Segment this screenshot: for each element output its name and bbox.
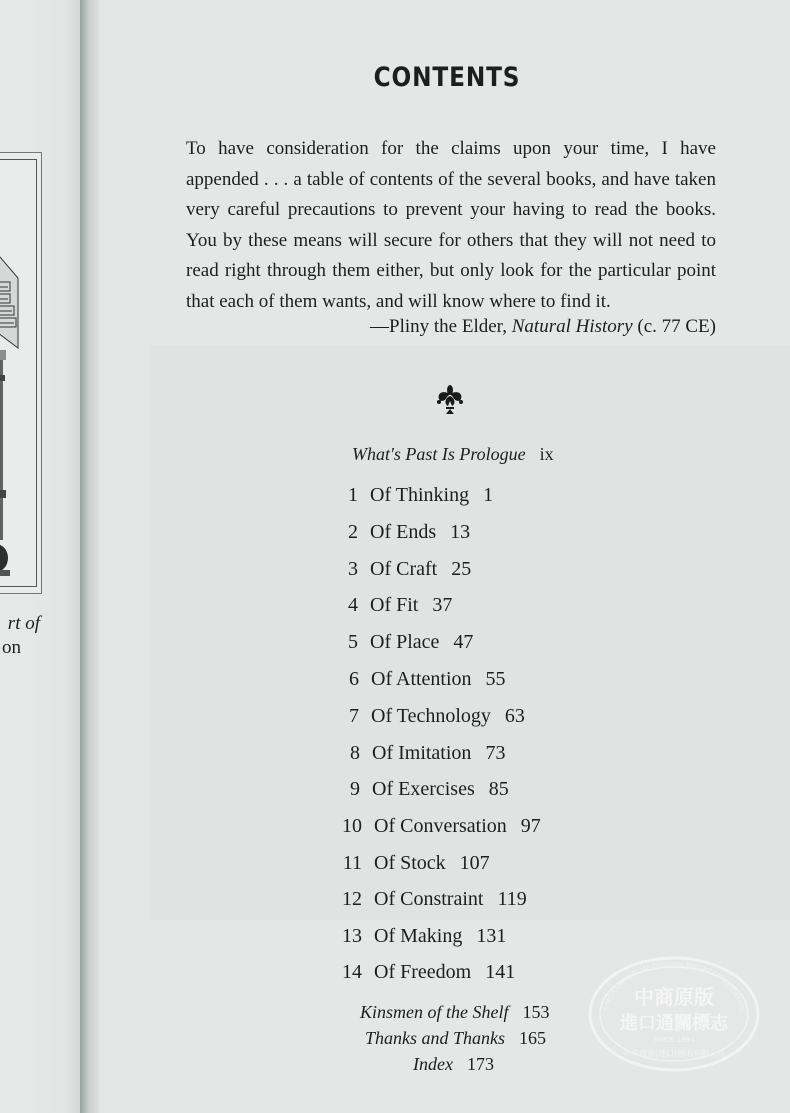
- left-caption-line1: rt of: [7, 613, 40, 634]
- book-gutter: [80, 0, 102, 1113]
- toc-chapter-13[interactable]: 13 Of Making 131: [342, 925, 507, 947]
- toc-prologue-title: What's Past Is Prologue: [352, 444, 526, 464]
- toc-chapter-9[interactable]: 9 Of Exercises 85: [350, 778, 509, 800]
- column-engraving-icon: [0, 160, 38, 588]
- toc-chapter-4[interactable]: 4 Of Fit 37: [348, 594, 453, 616]
- attribution-prefix: —Pliny the Elder,: [370, 316, 512, 337]
- toc-chapter-10[interactable]: 10 Of Conversation 97: [342, 815, 541, 837]
- attribution-work: Natural History: [511, 316, 633, 337]
- toc-entry-index[interactable]: Index 173: [413, 1054, 494, 1074]
- stamp-since: SINCE 1994: [653, 1036, 695, 1044]
- toc-chapter-11[interactable]: 11 Of Stock 107: [342, 852, 490, 874]
- page-title: CONTENTS: [373, 62, 521, 93]
- attribution-suffix: (c. 77 CE): [632, 316, 716, 337]
- toc-chapter-6[interactable]: 6 Of Attention 55: [349, 668, 506, 690]
- toc-chapter-7[interactable]: 7 Of Technology 63: [349, 705, 525, 727]
- epigraph-attribution: [186, 316, 716, 338]
- toc-chapter-5[interactable]: 5 Of Place 47: [348, 631, 474, 653]
- toc-entry-thanks[interactable]: Thanks and Thanks 165: [365, 1028, 547, 1048]
- left-page: [0, 0, 92, 1113]
- stamp-ring-text: SINO-COMMERCIAL ORIGINAL IMPORT CERTIFICATION: [602, 959, 746, 1013]
- toc-chapter-14[interactable]: 14 Of Freedom 141: [342, 961, 516, 983]
- import-certification-stamp: [586, 952, 762, 1072]
- stamp-bottom-text: 中华商务(进口)图书有限公司: [622, 1049, 726, 1058]
- toc-prologue-page: ix: [539, 444, 554, 464]
- fleuron-icon: [434, 384, 466, 416]
- left-caption-line2: on: [2, 637, 21, 658]
- left-page-caption: [0, 612, 40, 660]
- toc-entry-prologue[interactable]: [352, 444, 554, 465]
- toc-chapter-8[interactable]: 8 Of Imitation 73: [350, 742, 506, 764]
- toc-chapter-2[interactable]: 2 Of Ends 13: [348, 521, 471, 543]
- stamp-line1: 中商原版: [634, 985, 714, 1009]
- epigraph: [186, 134, 716, 317]
- toc-chapter-1[interactable]: 1 Of Thinking 1: [348, 484, 494, 506]
- toc-chapter-12[interactable]: 12 Of Constraint 119: [342, 888, 527, 910]
- toc-entry-kinsmen[interactable]: Kinsmen of the Shelf 153: [360, 1002, 550, 1022]
- epigraph-text: To have consideration for the claims upon your time, I have appended . . . a table of contents of the several books, and have taken very careful precautions to prevent your having to read the books. You by these means will secure for others that they will not need to read right through them either, but only look for the particular point that each of them wants, and will know where to find it.: [186, 138, 716, 312]
- stamp-line2: 進口通關標志: [620, 1013, 728, 1034]
- toc-chapter-3[interactable]: 3 Of Craft 25: [348, 558, 472, 580]
- engraving-illustration: [0, 152, 42, 594]
